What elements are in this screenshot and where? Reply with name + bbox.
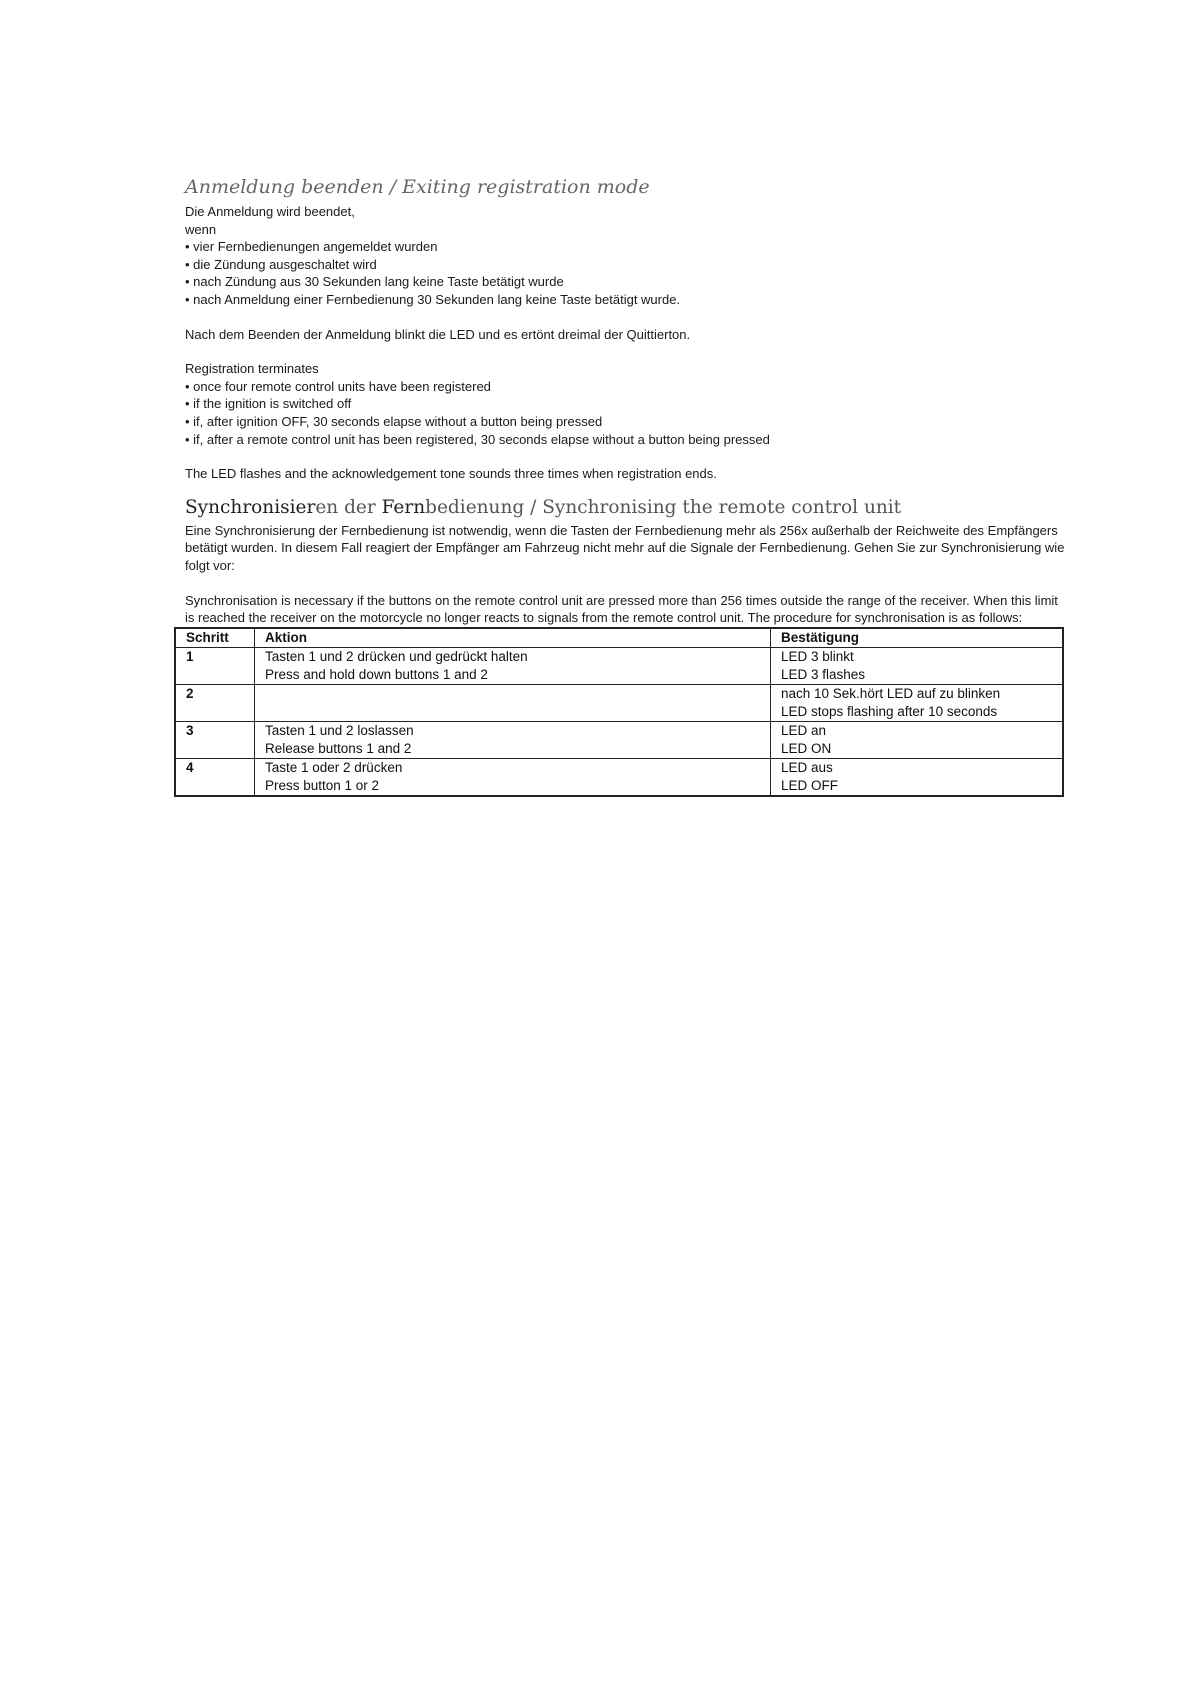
confirm-cell <box>771 758 1064 796</box>
action-de: Taste 1 oder 2 drücken <box>265 759 403 775</box>
heading-part: Synchronisier <box>185 496 316 518</box>
action-de: Tasten 1 und 2 loslassen <box>265 722 414 738</box>
en-intro: Registration terminates <box>185 361 319 377</box>
table-row <box>175 684 1063 721</box>
en-sync-paragraph: Synchronisation is necessary if the buttons on the remote control unit are pressed more than 256 times outside the range of the receiver. When this limit is reached the receiver on the motorcycle no longer reacts to signals from the remote control unit. The procedure for synchronisation is as follows: <box>185 592 1058 626</box>
action-en: Press and hold down buttons 1 and 2 <box>265 666 488 682</box>
header-step: Schritt <box>175 628 255 648</box>
step-number: 1 <box>175 647 255 684</box>
table-row <box>175 647 1063 684</box>
confirm-de: LED an <box>781 722 827 738</box>
sync-steps-table <box>174 627 1064 797</box>
confirm-en: LED OFF <box>781 777 839 793</box>
confirm-cell <box>771 647 1064 684</box>
list-item: • die Zündung ausgeschaltet wird <box>185 256 1065 274</box>
confirm-en: LED ON <box>781 740 832 756</box>
list-item: • nach Zündung aus 30 Sekunden lang keine Taste betätigt wurde <box>185 273 1065 291</box>
list-item: • if, after a remote control unit has been registered, 30 seconds elapse without a button being pressed <box>185 431 1065 449</box>
confirm-en: LED stops flashing after 10 seconds <box>781 703 998 719</box>
header-action: Aktion <box>255 628 771 648</box>
action-de: Tasten 1 und 2 drücken und gedrückt halten <box>265 648 528 664</box>
table-header-row <box>175 628 1063 648</box>
confirm-de: nach 10 Sek.hört LED auf zu blinken <box>781 685 1001 701</box>
document-content <box>185 176 1065 797</box>
de-intro-line1: Die Anmeldung wird beendet, <box>185 204 355 219</box>
action-cell <box>255 758 771 796</box>
list-item: • nach Anmeldung einer Fernbedienung 30 Sekunden lang keine Taste betätigt wurde. <box>185 291 1065 309</box>
list-item: • once four remote control units have been registered <box>185 378 1065 396</box>
step-number: 3 <box>175 721 255 758</box>
step-number: 2 <box>175 684 255 721</box>
en-bullet-list <box>185 378 1065 448</box>
en-note: The LED flashes and the acknowledgement tone sounds three times when registration ends. <box>185 466 717 482</box>
de-bullet-list <box>185 238 1065 308</box>
list-item: • if the ignition is switched off <box>185 395 1065 413</box>
header-confirmation: Bestätigung <box>771 628 1064 648</box>
table-row <box>175 758 1063 796</box>
action-en: Release buttons 1 and 2 <box>265 740 412 756</box>
step-number: 4 <box>175 758 255 796</box>
table-row <box>175 721 1063 758</box>
heading-part: en der <box>315 496 382 518</box>
de-note: Nach dem Beenden der Anmeldung blinkt die LED und es ertönt dreimal der Quittierton. <box>185 326 691 342</box>
confirm-cell <box>771 684 1064 721</box>
section-heading-exiting-registration: Anmeldung beenden / Exiting registration mode <box>185 176 650 198</box>
de-sync-paragraph: Eine Synchronisierung der Fernbedienung ist notwendig, wenn die Tasten der Fernbedienung mehr als 256x außerhalb der Reichweite des Empfängers betätigt wurden. In diesem Fall reagiert der Empfänger am Fahrzeug nicht mehr auf die Signale der Fernbedienung. Gehen Sie zur Synchronisierung wie folgt vor: <box>185 522 1065 573</box>
confirm-en: LED 3 flashes <box>781 666 866 682</box>
action-cell <box>255 647 771 684</box>
heading-part: bedienung / Synchronising the remote control unit <box>425 496 902 518</box>
list-item: • vier Fernbedienungen angemeldet wurden <box>185 238 1065 256</box>
action-cell <box>255 684 771 721</box>
heading-part: Fern <box>381 496 426 518</box>
de-intro-line2: wenn <box>185 221 217 237</box>
list-item: • if, after ignition OFF, 30 seconds elapse without a button being pressed <box>185 413 1065 431</box>
confirm-cell <box>771 721 1064 758</box>
confirm-de: LED aus <box>781 759 833 775</box>
action-en: Press button 1 or 2 <box>265 777 380 793</box>
section-heading-synchronising <box>185 497 1065 519</box>
action-cell <box>255 721 771 758</box>
confirm-de: LED 3 blinkt <box>781 648 854 664</box>
